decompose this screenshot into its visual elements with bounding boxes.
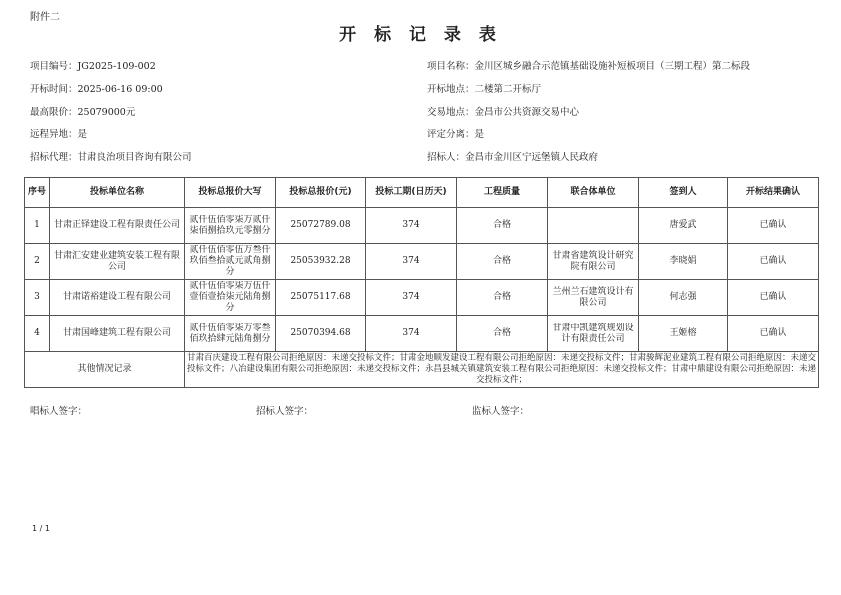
- singer-signature: 唱标人签字：: [30, 406, 88, 417]
- price-words-text: 贰仟伍佰零伍万叁仟玖佰叁拾贰元贰角捌分: [189, 245, 271, 277]
- cell-partner: 甘肃省建筑设计研究院有限公司: [548, 244, 639, 280]
- cell-price: 25053932.28: [276, 244, 366, 280]
- header-price: 投标总报价(元): [276, 178, 366, 208]
- cell-quality: 合格: [457, 316, 548, 352]
- cell-quality: 合格: [457, 280, 548, 316]
- cell-days: 374: [366, 244, 457, 280]
- project-number: 项目编号：JG2025-109-002: [30, 61, 156, 72]
- cell-signer: 唐爱武: [639, 208, 728, 244]
- header-company: 投标单位名称: [50, 178, 185, 208]
- cell-confirm: 已确认: [728, 208, 819, 244]
- header-signer: 签到人: [639, 178, 728, 208]
- cell-quality: 合格: [457, 208, 548, 244]
- remote-flag: 远程异地：是: [30, 129, 88, 140]
- cell-days: 374: [366, 316, 457, 352]
- cell-no: 1: [25, 208, 50, 244]
- cell-price: 25070394.68: [276, 316, 366, 352]
- other-notes-label: 其他情况记录: [25, 352, 185, 388]
- cell-price-words: [185, 244, 276, 280]
- cell-price-words: [185, 280, 276, 316]
- cell-price-words: [185, 208, 276, 244]
- cell-price: 25072789.08: [276, 208, 366, 244]
- other-notes-text: 甘肃百庆建设工程有限公司拒绝原因：未递交投标文件；甘肃金地顺发建设工程有限公司拒绝原因：未递交投标文件；甘肃骏辉泥业建筑工程有限公司拒绝原因：未递交投标文件；八冶建设集团有限公司拒绝原因：未递交投标文件；永昌县城关镇建筑安装工程有限公司拒绝原因：未递交投标文件；甘肃中鼎建设有限公司拒绝原因：未递交投标文件；: [185, 352, 819, 388]
- cell-signer: 王姬榕: [639, 316, 728, 352]
- price-words-text: 贰仟伍佰零柒万零叁佰玖拾肆元陆角捌分: [189, 322, 271, 344]
- page-number: 1 / 1: [32, 524, 50, 533]
- cell-partner: [548, 316, 639, 352]
- tenderer: 招标人：金昌市金川区宁远堡镇人民政府: [427, 152, 599, 163]
- header-quality: 工程质量: [457, 178, 548, 208]
- cell-signer: 李晓娟: [639, 244, 728, 280]
- cell-quality: 合格: [457, 244, 548, 280]
- cell-company: 甘肃正铎建设工程有限责任公司: [50, 208, 185, 244]
- open-time: 开标时间：2025-06-16 09:00: [30, 84, 163, 95]
- bid-opening-table: [24, 177, 819, 388]
- cell-partner: 兰州兰石建筑设计有限公司: [548, 280, 639, 316]
- cell-no: 4: [25, 316, 50, 352]
- partner-text: 甘肃中凯建筑规划设计有限责任公司: [552, 322, 634, 344]
- header-partner: 联合体单位: [548, 178, 639, 208]
- cell-price: 25075117.68: [276, 280, 366, 316]
- open-place: 开标地点：二楼第二开标厅: [427, 84, 542, 95]
- separation-flag: 评定分离：是: [427, 129, 485, 140]
- table-row: [25, 280, 819, 316]
- price-words-text: 贰仟伍佰零柒万贰仟柒佰捌拾玖元零捌分: [189, 214, 271, 236]
- cell-signer: 何志强: [639, 280, 728, 316]
- cell-days: 374: [366, 208, 457, 244]
- table-header-row: [25, 178, 819, 208]
- header-days: 投标工期(日历天): [366, 178, 457, 208]
- cell-partner: [548, 208, 639, 244]
- supervisor-signature: 监标人签字：: [472, 406, 530, 417]
- cell-company: 甘肃诺裕建设工程有限公司: [50, 280, 185, 316]
- cell-no: 2: [25, 244, 50, 280]
- header-price-words: 投标总报价大写: [185, 178, 276, 208]
- project-name: 项目名称：金川区城乡融合示范镇基础设施补短板项目（三期工程）第二标段: [427, 61, 751, 72]
- header-no: 序号: [25, 178, 50, 208]
- cell-confirm: 已确认: [728, 280, 819, 316]
- cell-days: 374: [366, 280, 457, 316]
- trade-place: 交易地点：金昌市公共资源交易中心: [427, 107, 580, 118]
- page-title: 开 标 记 录 表: [339, 25, 502, 45]
- tender-agent: 招标代理：甘肃良治项目咨询有限公司: [30, 152, 192, 163]
- table-row: [25, 316, 819, 352]
- table-row: [25, 244, 819, 280]
- cell-confirm: 已确认: [728, 316, 819, 352]
- cell-company: 甘肃汇安建业建筑安装工程有限公司: [50, 244, 185, 280]
- cell-company: 甘肃国峰建筑工程有限公司: [50, 316, 185, 352]
- other-notes-row: [25, 352, 819, 388]
- price-words-text: 贰仟伍佰零柒万伍仟壹佰壹拾柒元陆角捌分: [189, 281, 271, 313]
- table-row: [25, 208, 819, 244]
- header-confirm: 开标结果确认: [728, 178, 819, 208]
- cell-price-words: [185, 316, 276, 352]
- max-price: 最高限价：25079000元: [30, 107, 136, 118]
- cell-confirm: 已确认: [728, 244, 819, 280]
- tenderer-signature: 招标人签字：: [256, 406, 314, 417]
- attachment-label: 附件二: [30, 12, 60, 23]
- cell-no: 3: [25, 280, 50, 316]
